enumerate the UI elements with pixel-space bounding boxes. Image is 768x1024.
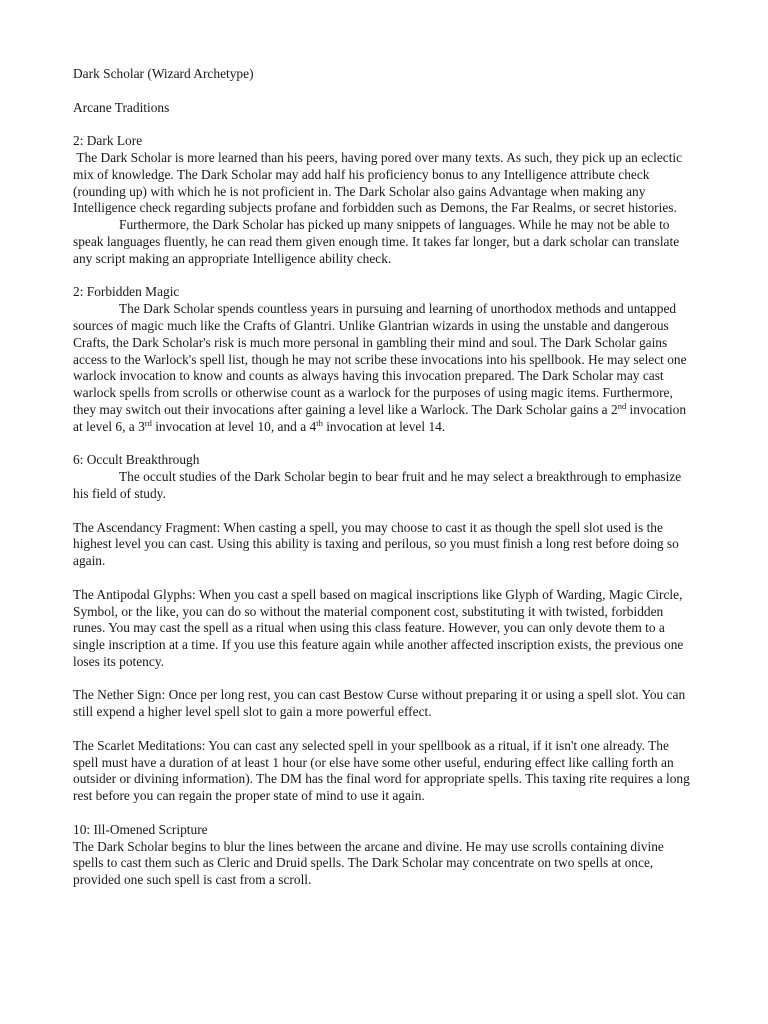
ill-omened-scripture-paragraph: The Dark Scholar begins to blur the lines between the arcane and divine. He may use scrolls containing divine spells to cast them such as Cleric and Druid spells. The Dark Scholar may concentrate on two spells at once, provided one such spell is cast from a scroll. bbox=[73, 838, 664, 888]
forbidden-magic-paragraph bbox=[73, 301, 693, 435]
dark-lore-paragraph-1: The Dark Scholar is more learned than his peers, having pored over many texts. As such, they pick up an eclectic mix of knowledge. The Dark Scholar may add half his proficiency bonus to any Intelligence attribute check (rounding up) with which he is not proficient in. The Dark Scholar also gains Advantage when making any Intelligence check regarding subjects profane and forbidden such as Demons, the Far Realms, or secret histories. bbox=[73, 149, 686, 216]
dark-lore-paragraph-2: Furthermore, the Dark Scholar has picked up many snippets of languages. While he may not be able to speak languages fluently, he can read them given enough time. It takes far longer, but a dark scholar can translate any script making an appropriate Intelligence ability check. bbox=[73, 217, 680, 266]
scarlet-meditations-paragraph: The Scarlet Meditations: You can cast any selected spell in your spellbook as a ritual, if it isn't one already. The spell must have a duration of at least 1 hour (or else have some other useful, enduring effect like calling forth an outsider or divining information). The DM has the final word for appropriate spells. This taxing rite requires a long rest before you can regain the proper state of mind to use it again. bbox=[73, 737, 690, 804]
ordinal-suffix-nd: nd bbox=[617, 400, 627, 411]
document-page bbox=[73, 66, 693, 889]
section-heading-occult-breakthrough: 6: Occult Breakthrough bbox=[73, 452, 200, 468]
forbidden-magic-text-a: The Dark Scholar spends countless years in pursuing and learning of unorthodox methods and untapped sources of magic much like the Crafts of Glantri. Unlike Glantrian wizards in using the unstable and dangerous Crafts, the Dark Scholar's risk is much more personal in gambling their mind and soul. The Dark Scholar gains access to the Warlock's spell list, though he may not scribe these invocations into his spellbook. He may select one warlock invocation to know and counts as always having this invocation prepared. The Dark Scholar may cast warlock spells from scrolls or otherwise count as a warlock for the purposes of using magic items. Furthermore, they may switch out their invocations after gaining a level like a Warlock. The Dark Scholar gains a 2 bbox=[73, 301, 687, 417]
forbidden-magic-text-c: invocation at level 10, and a 4 bbox=[151, 418, 317, 434]
section-heading-ill-omened-scripture: 10: Ill-Omened Scripture bbox=[73, 821, 208, 837]
document-subtitle: Arcane Traditions bbox=[73, 99, 170, 115]
ordinal-suffix-th: th bbox=[316, 417, 323, 428]
ordinal-suffix-rd: rd bbox=[144, 417, 152, 428]
nether-sign-paragraph: The Nether Sign: Once per long rest, you can cast Bestow Curse without preparing it or using a spell slot. You can still expend a higher level spell slot to gain a more powerful effect. bbox=[73, 687, 686, 720]
forbidden-magic-text-b: invocation at level 6, a 3 bbox=[73, 401, 687, 434]
section-heading-dark-lore: 2: Dark Lore bbox=[73, 133, 143, 149]
ascendancy-fragment-paragraph: The Ascendancy Fragment: When casting a spell, you may choose to cast it as though the spell slot used is the highest level you can cast. Using this ability is taxing and perilous, so you must finish a long rest before doing so again. bbox=[73, 519, 679, 569]
occult-breakthrough-paragraph: The occult studies of the Dark Scholar begin to bear fruit and he may select a breakthrough to emphasize his field of study. bbox=[73, 469, 682, 501]
forbidden-magic-text-d: invocation at level 14. bbox=[322, 418, 446, 434]
antipodal-glyphs-paragraph: The Antipodal Glyphs: When you cast a spell based on magical inscriptions like Glyph of Warding, Magic Circle, Symbol, or the like, you can do so without the material component cost, substituting it with twisted, forbidden runes. You may cast the spell as a ritual when using this class feature. However, you can only devote them to a single inscription at a time. If you use this feature again while another affected inscription exists, the previous one loses its potency. bbox=[73, 586, 684, 669]
document-title: Dark Scholar (Wizard Archetype) bbox=[73, 66, 254, 81]
section-heading-forbidden-magic: 2: Forbidden Magic bbox=[73, 284, 180, 300]
